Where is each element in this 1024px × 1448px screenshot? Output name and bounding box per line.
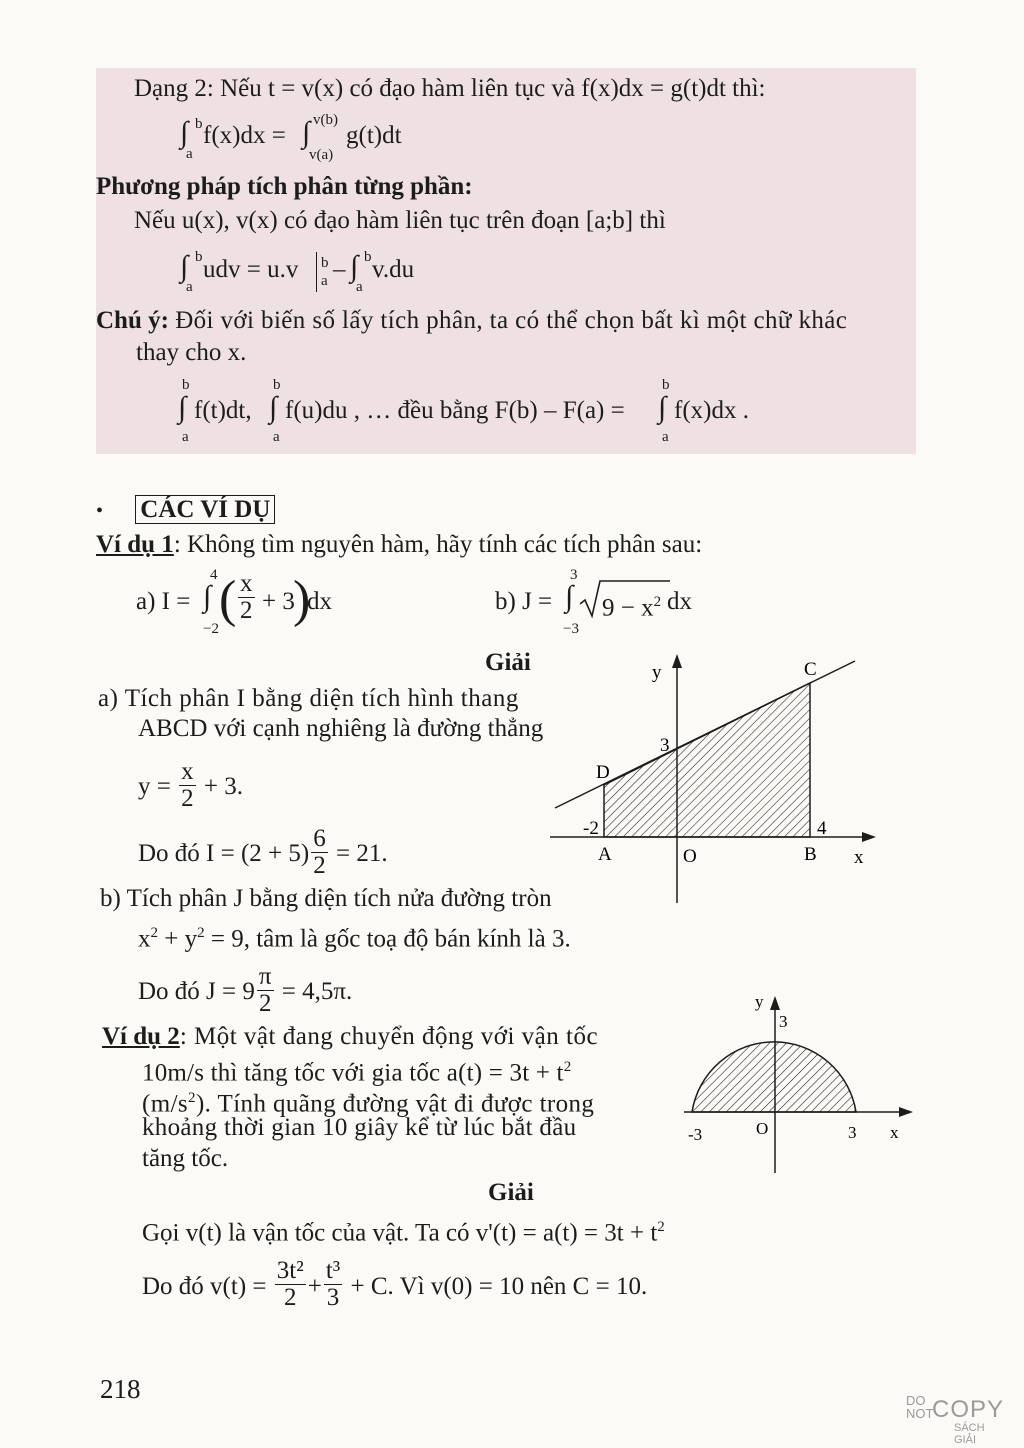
denominator: 3 <box>326 1284 340 1311</box>
I-plus: + 3 <box>262 588 295 615</box>
denominator: 2 <box>283 1284 297 1311</box>
I-prefix: a) I = <box>136 588 191 615</box>
numerator: x <box>240 570 253 597</box>
label-3: 3 <box>848 1123 857 1142</box>
upper-limit: b <box>273 377 281 393</box>
watermark-logo <box>906 1393 1006 1446</box>
example2-text: : Một vật đang chuyển động với vận tốc <box>179 1023 599 1050</box>
x-arrow <box>899 1107 913 1117</box>
by-parts-1: udv = u.v <box>203 256 299 283</box>
note-line-1 <box>96 306 847 336</box>
integral-sign: ∫ <box>302 116 311 149</box>
I-dx: dx <box>307 588 332 615</box>
lower-limit: a <box>356 279 363 295</box>
eq-prefix: y = <box>138 773 171 801</box>
I-fraction <box>236 571 257 624</box>
lhs: f(x)dx = <box>203 122 286 149</box>
J-radicand <box>602 587 661 623</box>
upper-limit: b <box>662 377 670 393</box>
sol-a-line4 <box>138 825 388 879</box>
watermark-copy: COPY <box>932 1396 1005 1423</box>
sol2-line2 <box>142 1257 648 1311</box>
label-minus2: -2 <box>583 818 599 839</box>
x-var: x <box>138 925 151 953</box>
point-D: D <box>596 762 610 783</box>
text: 10m/s thì tăng tốc với gia tốc a(t) = 3t + t <box>142 1059 564 1087</box>
ppt-title: Phương pháp tích phân từng phần: <box>96 173 473 200</box>
sol-b-line1: b) Tích phân J bằng diện tích nửa đường tròn <box>100 885 552 912</box>
note-label: Chú ý: <box>96 307 169 334</box>
semicircle-area <box>692 1042 856 1112</box>
sol-a-line3 <box>138 758 243 812</box>
sol-a-line1: a) Tích phân I bằng diện tích hình thang <box>98 685 519 712</box>
integral-sign: ∫ <box>180 116 189 149</box>
eq-prefix: Do đó v(t) = <box>142 1273 267 1301</box>
note-line-2: thay cho x. <box>136 339 247 366</box>
y-label: y <box>755 992 764 1011</box>
label-3: 3 <box>660 735 670 756</box>
text: ). Tính quãng đường vật đi được trong <box>195 1090 595 1118</box>
label-4: 4 <box>817 818 827 839</box>
denominator: 2 <box>240 597 253 624</box>
upper-limit: b <box>364 249 372 265</box>
upper-limit: 4 <box>210 567 218 583</box>
eq-rest: = 9, tâm là gốc toạ độ bán kính là 3. <box>204 925 571 953</box>
example2-label: Ví dụ 2 <box>102 1023 180 1050</box>
lower-limit: a <box>182 429 189 445</box>
lower-limit: a <box>321 273 328 289</box>
upper-limit: b <box>182 377 190 393</box>
J-dx: dx <box>667 588 692 615</box>
eq-suffix: + C. Vì v(0) = 10 nên C = 10. <box>350 1273 648 1301</box>
denominator: 2 <box>258 990 272 1017</box>
lower-limit: a <box>186 279 193 295</box>
exponent: 2 <box>197 925 205 941</box>
label-3-top: 3 <box>779 1012 788 1031</box>
point-B: B <box>804 844 817 865</box>
numerator: 6 <box>313 825 326 852</box>
numerator: 3t² <box>276 1257 304 1284</box>
sol2-line1 <box>142 1212 665 1248</box>
note-text: Đối với biến số lấy tích phân, ta có thể chọn bất kì một chữ khác <box>175 307 848 334</box>
note-f2: f(u)du , … đều bằng F(b) – F(a) = <box>285 397 625 424</box>
evaluation-bar <box>316 252 317 292</box>
lower-limit: −3 <box>563 621 579 637</box>
numerator: t³ <box>325 1257 341 1284</box>
example1-label: Ví dụ 1 <box>96 531 174 558</box>
solution2-title: Giải <box>488 1179 534 1206</box>
J-prefix: b) J = <box>495 588 553 615</box>
example2-line4: khoảng thời gian 10 giây kể từ lúc bắt đầu <box>142 1114 577 1141</box>
plus: + <box>307 1273 322 1301</box>
integral-sign: ∫ <box>565 580 574 613</box>
sol-a-line2: ABCD với cạnh nghiêng là đường thẳng <box>138 715 544 742</box>
exponent: 2 <box>150 925 158 941</box>
minus: – <box>333 256 346 283</box>
lower-limit: a <box>662 429 669 445</box>
watermark-sach: SÁCH GIẢI <box>954 1422 985 1446</box>
denominator: 2 <box>181 785 194 812</box>
upper-limit: b <box>195 116 203 132</box>
bullet: • <box>96 500 104 522</box>
figure-semicircle <box>680 988 920 1178</box>
unit: (m/s <box>142 1090 189 1118</box>
origin-O: O <box>756 1119 769 1138</box>
exponent: 2 <box>653 594 662 610</box>
lower-limit: a <box>186 146 193 162</box>
eq-suffix: = 4,5π. <box>281 978 353 1006</box>
integral-sign: ∫ <box>269 391 278 424</box>
exponent: 2 <box>657 1219 665 1235</box>
exponent: 2 <box>563 1059 572 1075</box>
numerator: x <box>181 758 194 785</box>
examples-heading-row <box>96 495 275 526</box>
y-label: y <box>652 662 662 683</box>
origin-O: O <box>683 846 697 867</box>
lower-limit: a <box>273 429 280 445</box>
watermark-do-not: DO NOT <box>906 1393 934 1421</box>
trapezoid-area <box>604 683 810 837</box>
denominator: 2 <box>313 852 326 879</box>
example1-statement <box>96 530 702 560</box>
example1-text: : Không tìm nguyên hàm, hãy tính các tích phân sau: <box>173 531 703 558</box>
upper-limit: b <box>321 255 329 271</box>
upper-limit: b <box>195 249 203 265</box>
rhs: g(t)dt <box>346 122 402 149</box>
ppt-text: Nếu u(x), v(x) có đạo hàm liên tục trên đoạn [a;b] thì <box>134 207 666 234</box>
integral-sign: ∫ <box>658 391 667 424</box>
x-arrow <box>862 832 876 842</box>
integral-sign: ∫ <box>180 250 189 283</box>
left-paren: ( <box>219 571 237 628</box>
lower-limit: v(a) <box>309 147 334 163</box>
note-f1: f(t)dt, <box>194 397 252 424</box>
point-A: A <box>598 844 612 865</box>
x-label: x <box>890 1123 899 1142</box>
exponent: 2 <box>188 1090 196 1106</box>
upper-limit: v(b) <box>313 112 338 128</box>
integral-sign: ∫ <box>350 250 359 283</box>
lower-limit: −2 <box>203 621 219 637</box>
eq-prefix: Do đó I = (2 + 5) <box>138 840 310 868</box>
x-label: x <box>854 847 864 868</box>
eq-suffix: = 21. <box>335 840 388 868</box>
eq-prefix: Do đó J = 9 <box>138 978 255 1006</box>
integral-sign: ∫ <box>203 580 212 613</box>
page-number: 218 <box>100 1374 141 1404</box>
note-f3: f(x)dx . <box>674 397 749 424</box>
point-C: C <box>804 659 817 680</box>
sol-b-line2 <box>138 918 571 954</box>
by-parts-3: v.du <box>372 256 415 283</box>
radicand: 9 − x <box>602 594 654 622</box>
y-arrow <box>770 996 780 1010</box>
example2-line5: tăng tốc. <box>142 1145 229 1172</box>
numerator: π <box>258 963 272 990</box>
upper-limit: 3 <box>570 567 578 583</box>
example2-line1 <box>102 1022 598 1052</box>
y-var: + y <box>158 925 198 953</box>
sol-b-line3 <box>138 963 353 1017</box>
dang2-text: Dạng 2: Nếu t = v(x) có đạo hàm liên tục và f(x)dx = g(t)dt thì: <box>134 75 766 102</box>
solution1-title: Giải <box>485 649 531 676</box>
y-arrow <box>672 654 682 668</box>
eq-suffix: + 3. <box>203 773 243 801</box>
integral-sign: ∫ <box>178 391 187 424</box>
label-minus3: -3 <box>688 1125 703 1144</box>
right-paren: ) <box>293 571 311 628</box>
text: Gọi v(t) là vận tốc của vật. Ta có v'(t) = a(t) = 3t + t <box>142 1219 658 1247</box>
examples-heading: CÁC VÍ DỤ <box>135 495 275 524</box>
figure-trapezoid <box>540 648 880 908</box>
